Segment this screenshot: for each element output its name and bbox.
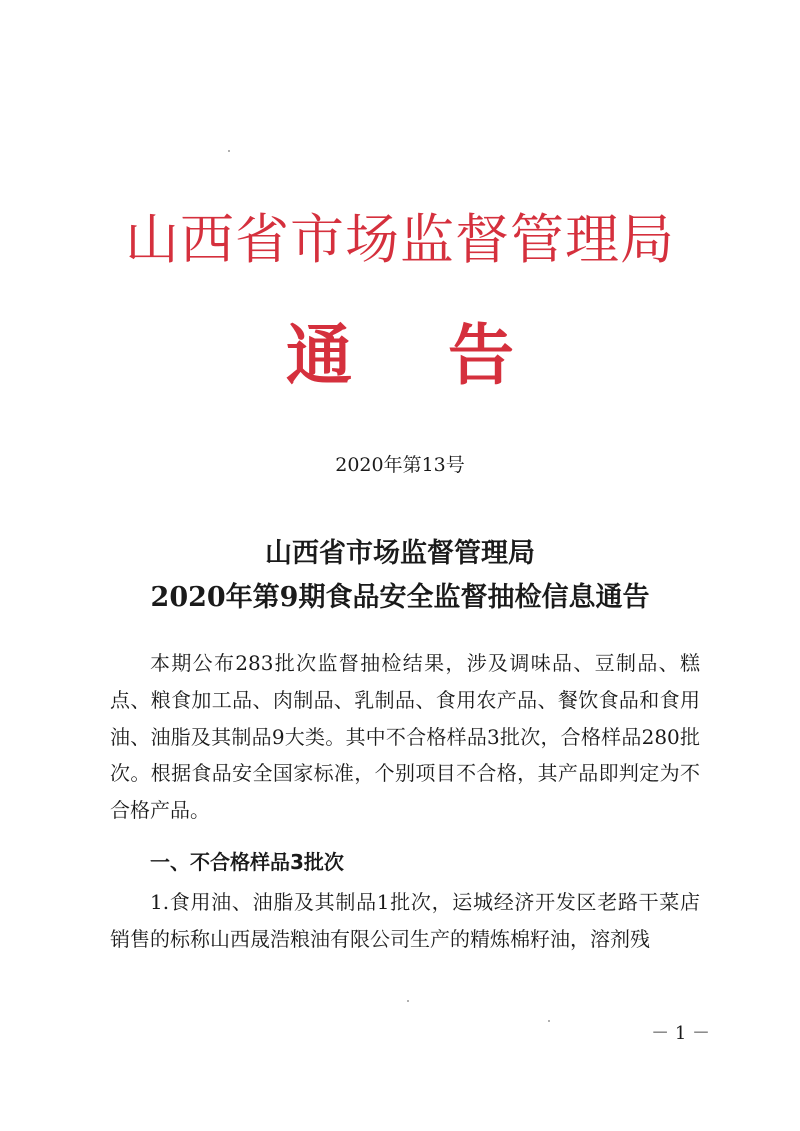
document-type-char-2: 告 (448, 316, 514, 394)
page-number: － 1 － (651, 1023, 710, 1044)
issuing-authority-header: 山西省市场监督管理局 (125, 208, 675, 271)
body-paragraph-summary: 本期公布283批次监督抽检结果，涉及调味品、豆制品、糕点、粮食加工品、肉制品、乳制品、食用农产品、餐饮食品和食用油、油脂及其制品9大类。其中不合格样品3批次，合格样品280批次。根据食品安全国家标准，个别项目不合格，其产品即判定为不合格产品。 (110, 651, 700, 823)
body-paragraph-item-1: 1.食用油、油脂及其制品1批次，运城经济开发区老路干菜店销售的标称山西晟浩粮油有限公司生产的精炼棉籽油，溶剂残 (110, 890, 700, 951)
scan-speck (407, 1000, 409, 1002)
section-heading-unqualified: 一、不合格样品3批次 (150, 850, 344, 874)
scan-speck (228, 150, 230, 152)
document-title-line-1: 山西省市场监督管理局 (265, 538, 535, 569)
document-number: 2020年第13号 (335, 454, 465, 476)
document-title-line-2: 2020年第9期食品安全监督抽检信息通告 (150, 582, 650, 613)
scan-speck (548, 1020, 550, 1022)
document-type-char-1: 通 (286, 316, 352, 394)
document-type-header (0, 315, 800, 395)
